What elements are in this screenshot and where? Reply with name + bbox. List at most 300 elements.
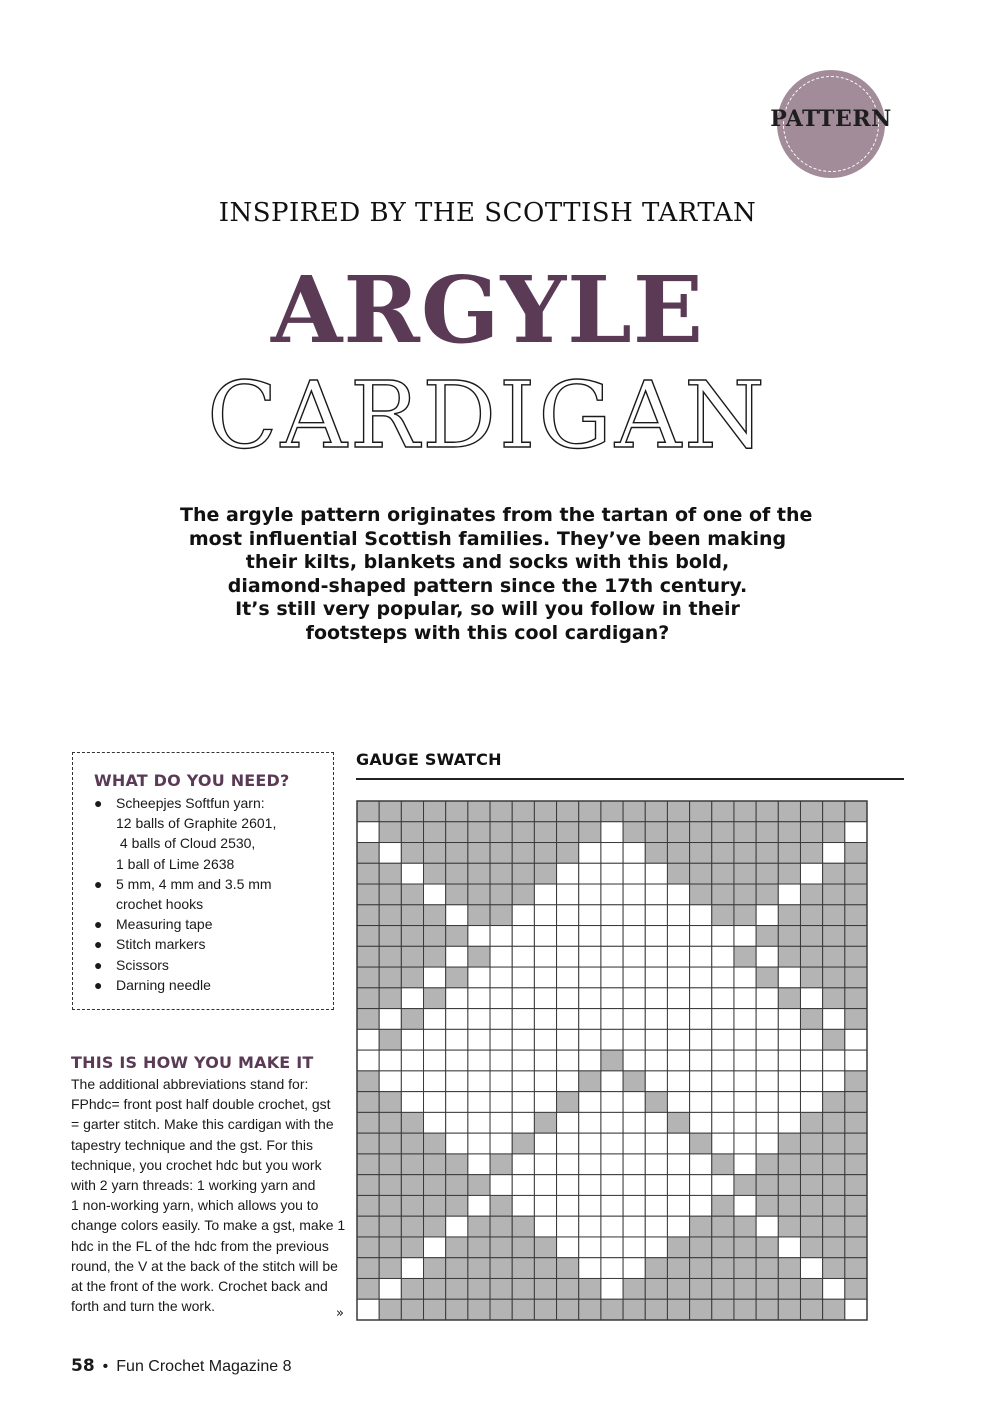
gauge-cell-filled <box>823 1175 845 1196</box>
gauge-cell-filled <box>756 884 778 905</box>
gauge-cell-filled <box>490 843 512 864</box>
gauge-cell-empty <box>601 1071 623 1092</box>
gauge-cell-empty <box>645 926 667 947</box>
gauge-cell-filled <box>690 1216 712 1237</box>
gauge-cell-filled <box>357 1175 379 1196</box>
gauge-cell-empty <box>401 1071 423 1092</box>
gauge-cell-filled <box>823 1029 845 1050</box>
materials-item-line: crochet hooks <box>116 896 204 913</box>
gauge-cell-filled <box>379 1258 401 1279</box>
gauge-cell-filled <box>667 1299 689 1320</box>
gauge-cell-empty <box>424 1237 446 1258</box>
gauge-cell-filled <box>734 1237 756 1258</box>
gauge-cell-filled <box>690 863 712 884</box>
gauge-cell-filled <box>401 1154 423 1175</box>
kicker: INSPIRED BY THE SCOTTISH TARTAN <box>218 198 757 228</box>
gauge-cell-empty <box>512 967 534 988</box>
gauge-cell-filled <box>446 926 468 947</box>
gauge-cell-empty <box>424 1029 446 1050</box>
gauge-cell-filled <box>379 1195 401 1216</box>
gauge-cell-filled <box>778 843 800 864</box>
gauge-cell-filled <box>667 1237 689 1258</box>
gauge-cell-empty <box>712 1009 734 1030</box>
gauge-cell-empty <box>712 926 734 947</box>
gauge-cell-empty <box>490 1071 512 1092</box>
gauge-cell-empty <box>601 1112 623 1133</box>
gauge-cell-empty <box>512 1050 534 1071</box>
gauge-cell-empty <box>468 1195 490 1216</box>
gauge-cell-filled <box>845 843 867 864</box>
gauge-cell-empty <box>756 1050 778 1071</box>
gauge-cell-filled <box>512 1133 534 1154</box>
gauge-cell-filled <box>800 1299 822 1320</box>
gauge-cell-empty <box>645 1133 667 1154</box>
gauge-cell-filled <box>734 905 756 926</box>
gauge-cell-filled <box>534 822 556 843</box>
gauge-cell-empty <box>401 1050 423 1071</box>
gauge-cell-empty <box>424 967 446 988</box>
gauge-cell-filled <box>534 843 556 864</box>
gauge-cell-filled <box>468 884 490 905</box>
gauge-cell-empty <box>424 1112 446 1133</box>
gauge-cell-filled <box>379 967 401 988</box>
materials-item <box>94 955 329 975</box>
gauge-cell-filled <box>512 843 534 864</box>
gauge-cell-filled <box>468 905 490 926</box>
gauge-cell-filled <box>756 822 778 843</box>
gauge-cell-filled <box>845 946 867 967</box>
gauge-cell-empty <box>579 1133 601 1154</box>
gauge-cell-filled <box>623 801 645 822</box>
gauge-cell-empty <box>579 1050 601 1071</box>
bullet-icon: ● <box>94 936 103 953</box>
instructions-line: 1 non-working yarn, which allows you to <box>71 1197 319 1214</box>
gauge-cell-empty <box>534 988 556 1009</box>
gauge-cell-filled <box>490 1258 512 1279</box>
gauge-heading: GAUGE SWATCH <box>356 750 502 769</box>
gauge-cell-filled <box>667 1278 689 1299</box>
gauge-cell-filled <box>401 1278 423 1299</box>
gauge-cell-filled <box>756 863 778 884</box>
gauge-cell-empty <box>512 1175 534 1196</box>
gauge-cell-empty <box>534 1071 556 1092</box>
gauge-cell-filled <box>823 1154 845 1175</box>
gauge-cell-filled <box>778 1258 800 1279</box>
gauge-cell-empty <box>512 1009 534 1030</box>
gauge-cell-empty <box>557 1175 579 1196</box>
gauge-cell-filled <box>845 1009 867 1030</box>
gauge-cell-filled <box>712 1195 734 1216</box>
gauge-cell-filled <box>823 926 845 947</box>
gauge-cell-filled <box>690 1299 712 1320</box>
gauge-cell-empty <box>601 1258 623 1279</box>
gauge-cell-filled <box>778 946 800 967</box>
gauge-cell-filled <box>357 988 379 1009</box>
gauge-cell-filled <box>778 1299 800 1320</box>
gauge-cell-filled <box>734 1216 756 1237</box>
gauge-cell-filled <box>357 1112 379 1133</box>
bullet-icon: ● <box>94 875 103 892</box>
intro-line: most influential Scottish families. They’ve been making <box>188 527 787 550</box>
gauge-cell-filled <box>357 1071 379 1092</box>
gauge-cell-empty <box>601 863 623 884</box>
gauge-cell-empty <box>579 1175 601 1196</box>
gauge-cell-filled <box>424 843 446 864</box>
gauge-cell-empty <box>823 843 845 864</box>
gauge-cell-filled <box>823 1237 845 1258</box>
gauge-cell-empty <box>601 926 623 947</box>
gauge-cell-filled <box>823 822 845 843</box>
gauge-cell-empty <box>512 988 534 1009</box>
gauge-cell-empty <box>712 1133 734 1154</box>
instructions-heading: THIS IS HOW YOU MAKE IT <box>71 1053 314 1072</box>
gauge-cell-filled <box>778 988 800 1009</box>
gauge-cell-empty <box>446 1216 468 1237</box>
gauge-cell-filled <box>490 1278 512 1299</box>
gauge-cell-empty <box>379 1050 401 1071</box>
gauge-cell-empty <box>357 822 379 843</box>
bullet-icon: ● <box>94 976 103 993</box>
intro-paragraph <box>180 504 813 645</box>
gauge-cell-empty <box>690 967 712 988</box>
gauge-cell-filled <box>357 1092 379 1113</box>
gauge-cell-filled <box>756 926 778 947</box>
gauge-cell-filled <box>823 863 845 884</box>
gauge-cell-empty <box>623 967 645 988</box>
gauge-cell-empty <box>401 1029 423 1050</box>
intro-line: their kilts, blankets and socks with this bold, <box>245 551 730 573</box>
instructions-line: tapestry technique and the gst. For this <box>71 1136 314 1153</box>
instructions-line: at the front of the work. Crochet back and <box>71 1278 328 1295</box>
gauge-cell-filled <box>379 1133 401 1154</box>
gauge-cell-filled <box>800 967 822 988</box>
gauge-cell-filled <box>357 1278 379 1299</box>
materials-item-line: Scheepjes Softfun yarn: <box>116 795 265 811</box>
gauge-cell-empty <box>778 1029 800 1050</box>
gauge-cell-filled <box>645 1258 667 1279</box>
gauge-cell-empty <box>468 1071 490 1092</box>
gauge-cell-filled <box>357 1009 379 1030</box>
gauge-cell-filled <box>401 1195 423 1216</box>
gauge-cell-empty <box>712 1029 734 1050</box>
gauge-cell-empty <box>601 1195 623 1216</box>
gauge-cell-filled <box>379 1237 401 1258</box>
gauge-cell-empty <box>557 1133 579 1154</box>
gauge-cell-filled <box>734 801 756 822</box>
gauge-cell-empty <box>579 926 601 947</box>
gauge-cell-filled <box>845 1237 867 1258</box>
gauge-cell-empty <box>690 1071 712 1092</box>
gauge-cell-empty <box>401 988 423 1009</box>
intro-line: diamond-shaped pattern since the 17th century. <box>227 574 748 597</box>
gauge-cell-empty <box>778 967 800 988</box>
gauge-cell-filled <box>490 905 512 926</box>
gauge-cell-filled <box>734 843 756 864</box>
gauge-cell-empty <box>468 926 490 947</box>
gauge-cell-filled <box>690 1258 712 1279</box>
gauge-cell-filled <box>401 905 423 926</box>
gauge-cell-filled <box>512 801 534 822</box>
gauge-cell-filled <box>800 1237 822 1258</box>
gauge-cell-empty <box>424 884 446 905</box>
gauge-cell-filled <box>756 967 778 988</box>
gauge-cell-empty <box>534 1133 556 1154</box>
gauge-cell-filled <box>424 801 446 822</box>
gauge-cell-empty <box>557 1071 579 1092</box>
gauge-cell-filled <box>490 822 512 843</box>
gauge-cell-filled <box>357 967 379 988</box>
gauge-cell-filled <box>800 801 822 822</box>
gauge-cell-filled <box>357 926 379 947</box>
gauge-cell-filled <box>579 1299 601 1320</box>
gauge-cell-empty <box>778 1050 800 1071</box>
gauge-cell-filled <box>357 1154 379 1175</box>
gauge-cell-empty <box>512 946 534 967</box>
gauge-cell-filled <box>800 946 822 967</box>
gauge-cell-empty <box>512 1112 534 1133</box>
gauge-cell-filled <box>823 988 845 1009</box>
gauge-cell-filled <box>424 1278 446 1299</box>
gauge-cell-empty <box>512 1195 534 1216</box>
gauge-cell-filled <box>490 884 512 905</box>
materials-item <box>94 914 329 934</box>
gauge-cell-filled <box>512 822 534 843</box>
gauge-cell-filled <box>800 843 822 864</box>
gauge-cell-empty <box>534 1216 556 1237</box>
materials-item <box>94 793 329 874</box>
gauge-cell-empty <box>534 884 556 905</box>
gauge-cell-empty <box>800 1029 822 1050</box>
gauge-cell-empty <box>756 1092 778 1113</box>
gauge-cell-empty <box>778 1112 800 1133</box>
gauge-cell-empty <box>645 967 667 988</box>
gauge-cell-filled <box>401 1175 423 1196</box>
gauge-cell-filled <box>778 1133 800 1154</box>
gauge-cell-empty <box>800 863 822 884</box>
gauge-cell-empty <box>845 1050 867 1071</box>
gauge-cell-filled <box>734 946 756 967</box>
gauge-cell-empty <box>579 1112 601 1133</box>
gauge-cell-filled <box>667 843 689 864</box>
gauge-cell-filled <box>756 1237 778 1258</box>
gauge-cell-empty <box>800 1258 822 1279</box>
gauge-cell-empty <box>490 1133 512 1154</box>
gauge-cell-filled <box>379 1175 401 1196</box>
gauge-cell-filled <box>845 1071 867 1092</box>
gauge-cell-empty <box>557 946 579 967</box>
bullet-icon: ● <box>94 956 103 973</box>
gauge-cell-filled <box>800 1175 822 1196</box>
gauge-cell-empty <box>623 1112 645 1133</box>
gauge-cell-empty <box>490 967 512 988</box>
gauge-cell-filled <box>667 822 689 843</box>
gauge-cell-filled <box>357 1237 379 1258</box>
gauge-cell-filled <box>468 801 490 822</box>
gauge-cell-filled <box>734 1175 756 1196</box>
gauge-cell-empty <box>690 1112 712 1133</box>
gauge-cell-empty <box>645 863 667 884</box>
gauge-cell-filled <box>512 1237 534 1258</box>
gauge-cell-filled <box>379 801 401 822</box>
gauge-cell-filled <box>512 884 534 905</box>
gauge-cell-filled <box>800 1112 822 1133</box>
gauge-cell-empty <box>712 1050 734 1071</box>
gauge-cell-empty <box>845 1029 867 1050</box>
gauge-cell-filled <box>823 967 845 988</box>
gauge-cell-filled <box>446 1175 468 1196</box>
gauge-cell-filled <box>845 1112 867 1133</box>
gauge-cell-empty <box>357 1029 379 1050</box>
intro-line: The argyle pattern originates from the tartan of one of the <box>180 504 813 526</box>
gauge-cell-filled <box>800 926 822 947</box>
gauge-cell-empty <box>667 1154 689 1175</box>
gauge-cell-filled <box>468 1175 490 1196</box>
gauge-cell-filled <box>712 884 734 905</box>
gauge-cell-empty <box>667 1175 689 1196</box>
gauge-cell-empty <box>557 1154 579 1175</box>
materials-item-line: 5 mm, 4 mm and 3.5 mm <box>116 875 272 892</box>
gauge-cell-empty <box>734 1050 756 1071</box>
gauge-cell-empty <box>601 1133 623 1154</box>
gauge-cell-empty <box>468 1154 490 1175</box>
gauge-cell-filled <box>446 1237 468 1258</box>
gauge-cell-filled <box>845 884 867 905</box>
gauge-cell-filled <box>778 822 800 843</box>
gauge-cell-empty <box>690 946 712 967</box>
gauge-cell-filled <box>845 988 867 1009</box>
gauge-cell-empty <box>734 1112 756 1133</box>
gauge-cell-empty <box>579 884 601 905</box>
gauge-cell-empty <box>623 884 645 905</box>
gauge-cell-filled <box>645 1278 667 1299</box>
gauge-cell-empty <box>667 1195 689 1216</box>
instructions-line: with 2 yarn threads: 1 working yarn and <box>71 1177 316 1194</box>
gauge-cell-empty <box>490 946 512 967</box>
gauge-cell-empty <box>756 1071 778 1092</box>
materials-item <box>94 934 329 954</box>
gauge-cell-filled <box>734 863 756 884</box>
gauge-cell-empty <box>756 1009 778 1030</box>
gauge-cell-empty <box>424 1092 446 1113</box>
gauge-cell-filled <box>401 1216 423 1237</box>
gauge-cell-filled <box>490 1195 512 1216</box>
gauge-cell-empty <box>690 1092 712 1113</box>
gauge-cell-empty <box>534 1175 556 1196</box>
gauge-cell-empty <box>557 905 579 926</box>
gauge-cell-filled <box>357 1133 379 1154</box>
gauge-cell-filled <box>778 905 800 926</box>
gauge-cell-empty <box>579 905 601 926</box>
gauge-cell-filled <box>756 1195 778 1216</box>
gauge-cell-empty <box>534 1154 556 1175</box>
gauge-cell-empty <box>490 1009 512 1030</box>
gauge-cell-empty <box>579 1009 601 1030</box>
gauge-cell-empty <box>579 843 601 864</box>
gauge-cell-empty <box>512 1092 534 1113</box>
gauge-cell-filled <box>778 863 800 884</box>
gauge-cell-filled <box>823 1216 845 1237</box>
gauge-cell-filled <box>712 1299 734 1320</box>
gauge-cell-filled <box>468 1299 490 1320</box>
gauge-cell-filled <box>734 884 756 905</box>
gauge-cell-filled <box>424 1195 446 1216</box>
gauge-cell-empty <box>623 1029 645 1050</box>
gauge-cell-empty <box>756 988 778 1009</box>
gauge-cell-empty <box>778 1009 800 1030</box>
gauge-cell-empty <box>557 926 579 947</box>
gauge-cell-empty <box>579 988 601 1009</box>
gauge-cell-filled <box>424 1154 446 1175</box>
gauge-cell-filled <box>845 801 867 822</box>
gauge-cell-filled <box>379 822 401 843</box>
gauge-cell-empty <box>712 946 734 967</box>
intro-line: footsteps with this cool cardigan? <box>305 621 670 644</box>
instructions-line: technique, you crochet hdc but you work <box>71 1156 322 1173</box>
gauge-cell-empty <box>690 1175 712 1196</box>
gauge-cell-filled <box>778 1175 800 1196</box>
gauge-cell-filled <box>645 801 667 822</box>
gauge-cell-empty <box>557 988 579 1009</box>
instructions-line: The additional abbreviations stand for: <box>71 1076 309 1092</box>
gauge-rule <box>356 778 904 780</box>
gauge-cell-filled <box>379 1029 401 1050</box>
gauge-cell-filled <box>557 1258 579 1279</box>
gauge-cell-empty <box>446 1029 468 1050</box>
gauge-cell-empty <box>601 946 623 967</box>
gauge-cell-filled <box>557 822 579 843</box>
gauge-cell-filled <box>424 1299 446 1320</box>
gauge-cell-filled <box>357 1258 379 1279</box>
gauge-cell-filled <box>490 1299 512 1320</box>
title-line-2: CARDIGAN <box>207 362 768 469</box>
gauge-cell-empty <box>667 946 689 967</box>
gauge-cell-empty <box>845 1299 867 1320</box>
instructions-text <box>71 1074 346 1316</box>
materials-item-line: Measuring tape <box>116 916 213 933</box>
gauge-cell-filled <box>712 905 734 926</box>
gauge-cell-empty <box>579 1258 601 1279</box>
gauge-cell-empty <box>512 905 534 926</box>
gauge-cell-filled <box>623 1071 645 1092</box>
gauge-cell-empty <box>490 1050 512 1071</box>
gauge-cell-empty <box>623 1237 645 1258</box>
gauge-cell-empty <box>734 1195 756 1216</box>
gauge-cell-filled <box>845 1133 867 1154</box>
gauge-cell-empty <box>623 1133 645 1154</box>
materials-heading: WHAT DO YOU NEED? <box>94 771 290 790</box>
gauge-cell-empty <box>778 1092 800 1113</box>
gauge-cell-filled <box>446 1195 468 1216</box>
gauge-cell-filled <box>446 1258 468 1279</box>
gauge-cell-empty <box>601 843 623 864</box>
gauge-cell-filled <box>446 1299 468 1320</box>
gauge-cell-filled <box>512 1258 534 1279</box>
gauge-cell-empty <box>468 1029 490 1050</box>
gauge-cell-empty <box>534 1009 556 1030</box>
gauge-cell-empty <box>579 1092 601 1113</box>
gauge-cell-empty <box>667 1092 689 1113</box>
gauge-cell-filled <box>379 884 401 905</box>
gauge-cell-empty <box>601 1154 623 1175</box>
gauge-cell-empty <box>667 1029 689 1050</box>
gauge-cell-filled <box>823 905 845 926</box>
gauge-cell-filled <box>712 1216 734 1237</box>
gauge-cell-filled <box>512 1216 534 1237</box>
gauge-cell-empty <box>823 1278 845 1299</box>
gauge-cell-filled <box>401 884 423 905</box>
gauge-cell-filled <box>557 1092 579 1113</box>
gauge-cell-empty <box>557 863 579 884</box>
